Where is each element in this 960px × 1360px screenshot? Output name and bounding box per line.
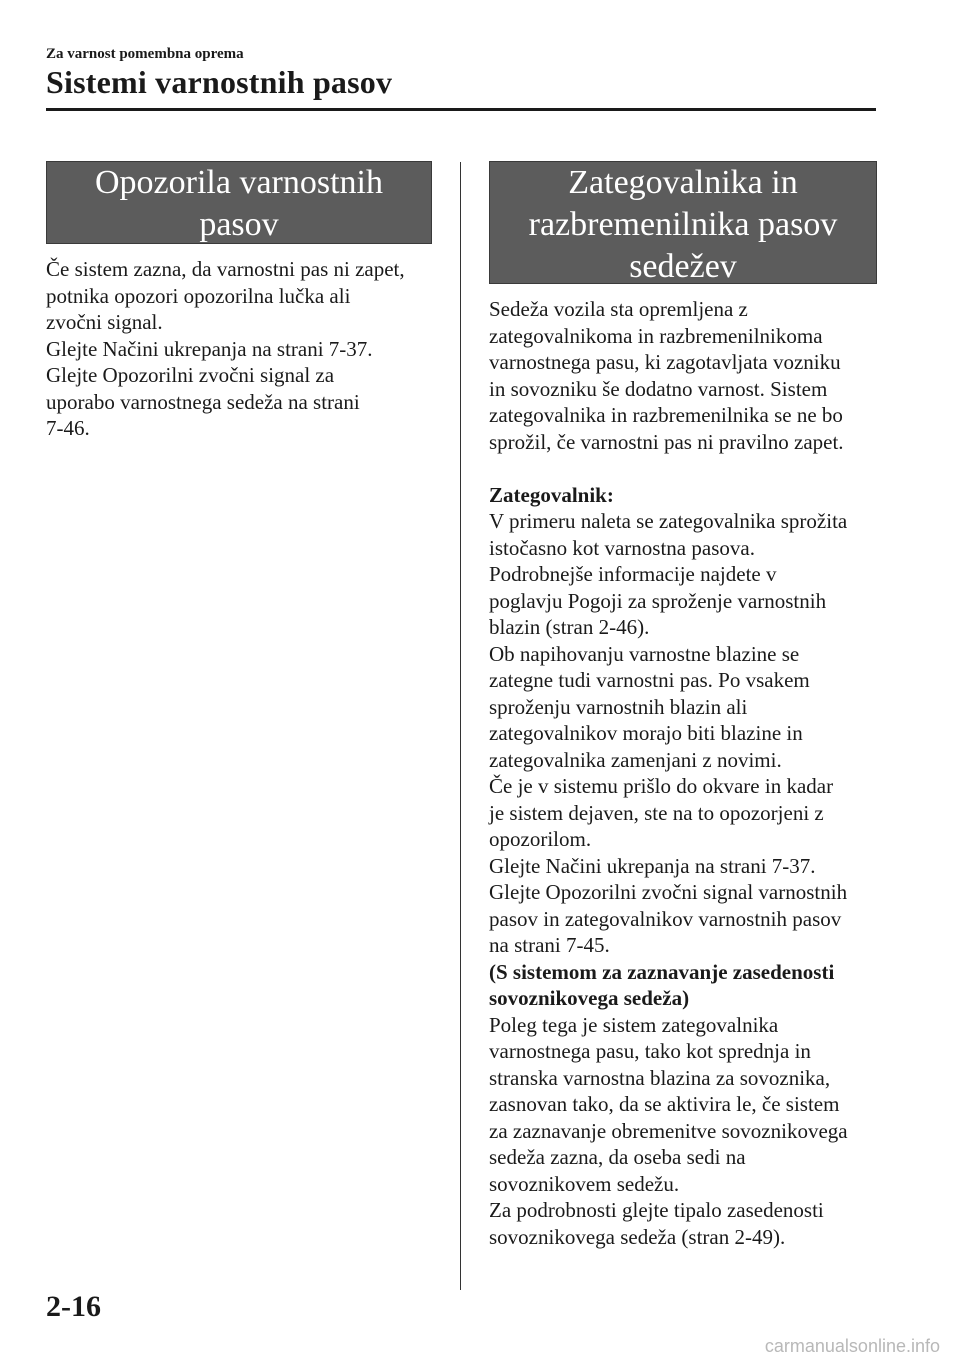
text-line: zategovalnikov morajo biti blazine in — [489, 721, 803, 745]
right-column-text — [489, 296, 889, 1250]
text-line: Za podrobnosti glejte tipalo zasedenosti — [489, 1198, 824, 1222]
text-line: in sovozniku še dodatno varnost. Sistem — [489, 376, 828, 401]
text-line: zvočni signal. — [46, 310, 163, 334]
text-line: uporabo varnostnega sedeža na strani — [46, 389, 360, 414]
heading-line: sedežev — [629, 248, 737, 285]
note-line: sovoznikovega sedeža) — [489, 986, 690, 1010]
text-line: V primeru naleta se zategovalnika sprožita — [489, 509, 848, 533]
heading-line: pasov — [199, 206, 279, 243]
text-line: Če je v sistemu prišlo do okvare in kadar — [489, 774, 834, 798]
text-line: zategne tudi varnostni pas. Po vsakem — [489, 668, 810, 692]
text-line: varnostnega pasu, tako kot sprednja in — [489, 1039, 811, 1063]
page-number: 2-16 — [46, 1290, 101, 1323]
text-line: potnika opozori opozorilna lučka ali — [46, 283, 351, 308]
text-line: Poleg tega je sistem zategovalnika — [489, 1012, 779, 1037]
heading-pretensioners — [489, 161, 877, 284]
text-line: zategovalnika in razbremenilnika se ne bo — [489, 403, 843, 427]
text-line: Glejte Načini ukrepanja na strani 7-37. — [46, 336, 373, 361]
text-line: na strani 7-45. — [489, 933, 610, 957]
note-line: (S sistemom za zaznavanje zasedenosti — [489, 959, 835, 984]
text-line: Glejte Opozorilni zvočni signal za — [46, 363, 335, 387]
text-line: opozorilom. — [489, 827, 592, 851]
heading-seatbelt-warnings — [46, 161, 432, 244]
heading-line: Opozorila varnostnih — [95, 164, 383, 201]
column-divider — [460, 162, 461, 1290]
text-line: Ob napihovanju varnostne blazine se — [489, 641, 800, 666]
section-label: Za varnost pomembna oprema — [46, 46, 244, 62]
text-line: Če sistem zazna, da varnostni pas ni zapet, — [46, 257, 405, 281]
text-line: sprožil, če varnostni pas ni pravilno zapet. — [489, 429, 844, 454]
page-title: Sistemi varnostnih pasov — [46, 64, 393, 100]
text-line: poglavju Pogoji za sproženje varnostnih — [489, 588, 827, 613]
text-line: sovoznikovem sedežu. — [489, 1171, 680, 1196]
text-line: zategovalnikoma in razbremenilnikoma — [489, 323, 823, 348]
text-line: Glejte Načini ukrepanja na strani 7-37. — [489, 853, 816, 878]
text-line: stranska varnostna blazina za sovoznika, — [489, 1065, 831, 1090]
text-line: za zaznavanje obremenitve sovoznikovega — [489, 1118, 848, 1143]
text-line: zategovalnika zamenjani z novimi. — [489, 747, 782, 772]
text-line: blazin (stran 2-46). — [489, 615, 650, 639]
heading-line: razbremenilnika pasov — [528, 206, 838, 243]
paragraph-gap — [489, 455, 889, 482]
text-line: sovoznikovega sedeža (stran 2-49). — [489, 1224, 786, 1249]
title-rule — [46, 108, 876, 111]
watermark: carmanualsonline.info — [764, 1336, 940, 1356]
text-line: Glejte Opozorilni zvočni signal varnostnih — [489, 880, 848, 904]
text-line: Podrobnejše informacije najdete v — [489, 562, 777, 586]
text-line: istočasno kot varnostna pasova. — [489, 535, 755, 560]
heading-line: Zategovalnika in — [568, 164, 798, 201]
text-line: sproženju varnostnih blazin ali — [489, 694, 748, 719]
text-line: pasov in zategovalnikov varnostnih pasov — [489, 906, 842, 931]
left-column-text — [46, 256, 446, 442]
text-line: je sistem dejaven, ste na to opozorjeni z — [489, 800, 824, 825]
text-line: varnostnega pasu, ki zagotavljata vozniku — [489, 350, 841, 374]
subheading: Zategovalnik: — [489, 482, 614, 507]
text-line: Sedeža vozila sta opremljena z — [489, 297, 748, 321]
text-line: zasnovan tako, da se aktivira le, če sistem — [489, 1092, 840, 1116]
text-line: 7-46. — [46, 416, 90, 440]
text-line: sedeža zazna, da oseba sedi na — [489, 1145, 746, 1169]
